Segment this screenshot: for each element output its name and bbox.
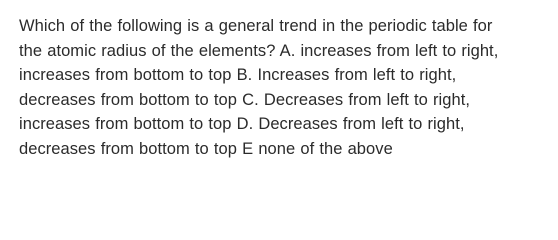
question-line-4: decreases from bottom to top C. Decreases from left to right, [19,90,470,109]
question-line-2: the atomic radius of the elements? A. increases from left to right, [19,41,499,60]
question-line-6: decreases from bottom to top E none of the above [19,139,393,158]
question-line-3: increases from bottom to top B. Increases from left to right, [19,66,457,84]
question-line-1: Which of the following is a general trend in the periodic table for [19,17,493,35]
question-line-5: increases from bottom to top D. Decreases from left to right, [19,115,465,133]
question-text [19,14,549,161]
